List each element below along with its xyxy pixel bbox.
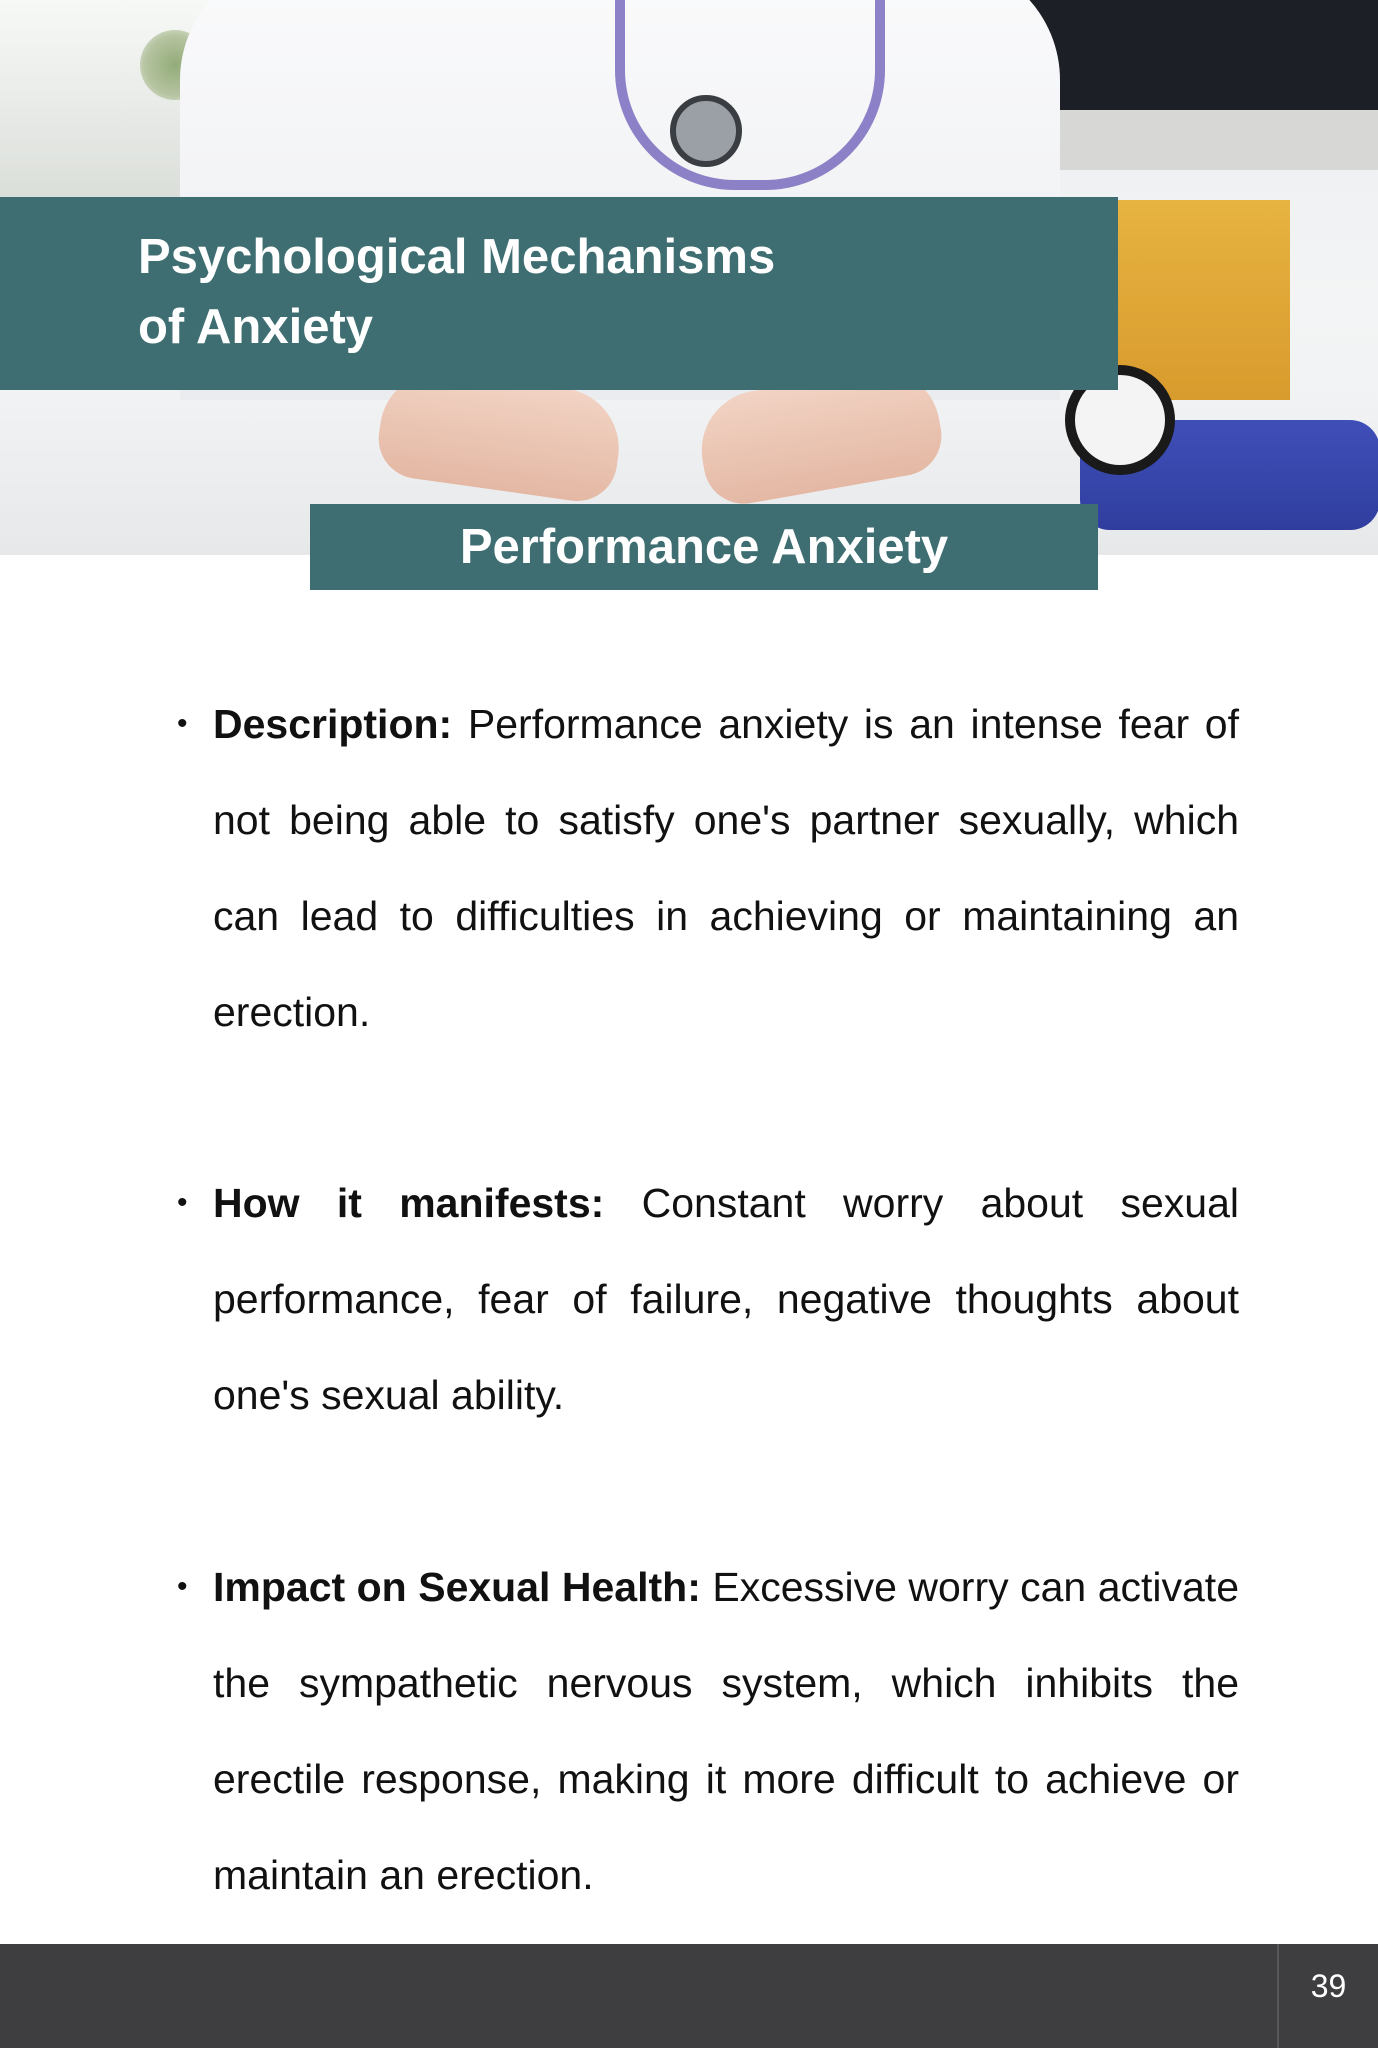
- page-footer: [0, 1944, 1378, 2048]
- bullet-text: Excessive worry can activate the sympathetic nervous system, which inhibits the erectile response, making it more difficult to achieve or maintain an erection.: [213, 1564, 1239, 1898]
- bullet-text: Constant worry about sexual performance, fear of failure, negative thoughts about one's sexual ability.: [213, 1180, 1239, 1418]
- bullet-item: [177, 1155, 1239, 1443]
- bullet-dot-icon: •: [177, 1186, 188, 1219]
- bullet-label: Impact on Sexual Health:: [213, 1564, 713, 1610]
- page-title-line-1: Psychological Mechanisms: [138, 230, 776, 284]
- bullet-text: Performance anxiety is an intense fear of not being able to satisfy one's partner sexually, which can lead to difficulties in achieving or maintaining an erection.: [213, 701, 1239, 1035]
- bullet-label: How it manifests:: [213, 1180, 642, 1226]
- shelf-shape: [1040, 110, 1378, 170]
- section-subtitle: Performance Anxiety: [310, 504, 1098, 590]
- page-number: 39: [1310, 1968, 1347, 2004]
- bullet-label: Description:: [213, 701, 468, 747]
- page-title: [138, 222, 1038, 362]
- page-title-line-2: of Anxiety: [138, 300, 374, 354]
- bullet-item: [177, 1539, 1239, 1923]
- bullet-dot-icon: •: [177, 707, 188, 740]
- bullet-dot-icon: •: [177, 1570, 188, 1603]
- stethoscope-chestpiece-icon: [670, 95, 742, 167]
- bullet-item: [177, 676, 1239, 1060]
